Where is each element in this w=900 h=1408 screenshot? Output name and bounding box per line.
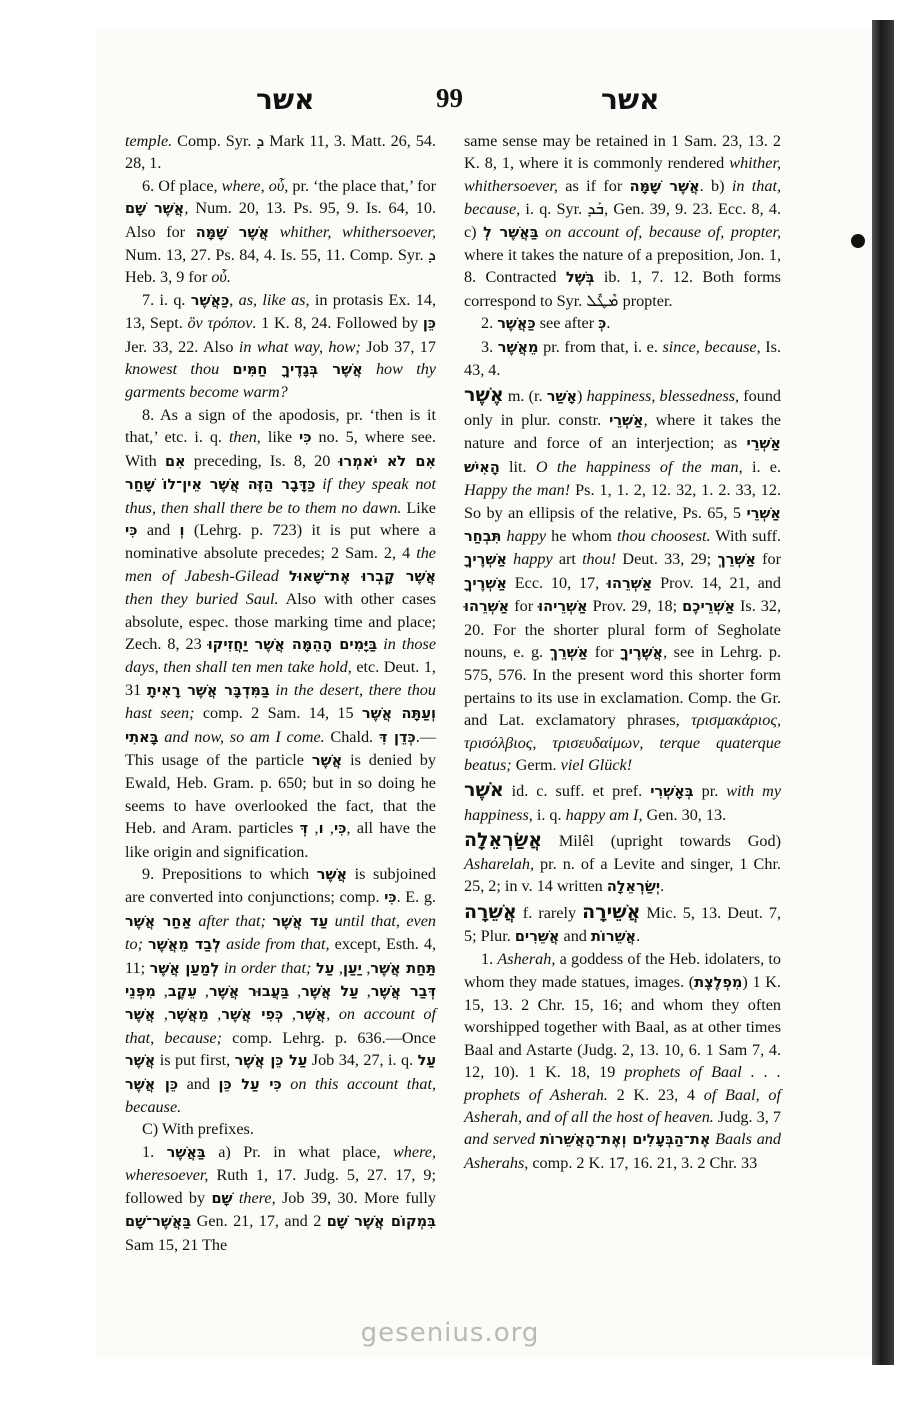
- left-column-paragraph: 1. בַּאֲשֶׁר a) Pr. in what place, where, wheresoever, Ruth 1, 17. Judg. 5, 27. 17, 9; followed by שָׁם there, Job 39, 30. More fully בַּאֲשֶׁר־שָׁם Gen. 21, 17, and בִּמְקוֹם אֲשֶׁר שָׁם 2 Sam 15, 21 The: [125, 1142, 437, 1254]
- header-headword-left: אשר: [256, 83, 315, 116]
- header-headword-right: אשר: [601, 83, 660, 116]
- right-column-paragraph: אֹשֶׁר id. c. suff. et pref. בְּאָשְׁרִי pr. with my happiness, i. q. happy am I, Gen. 30, 13.: [464, 779, 781, 824]
- left-column-paragraph: 6. Of place, where, οὗ, pr. ‘the place that,’ for אֲשֶׁר שָׁם, Num. 20, 13. Ps. 95, 9. Is. 64, 10. Also for אֲשֶׁר שָׁמָּה whither, whithersoever, Num. 13, 27. Ps. 84, 4. Is. 55, 11. Comp. Syr. ܕ Heb. 3, 9 for οὗ.: [125, 176, 437, 287]
- right-column: [464, 130, 781, 1174]
- left-column-paragraph: C) With prefixes.: [142, 1120, 254, 1139]
- binding-hole: [851, 234, 865, 248]
- left-column-paragraph: 9. Prepositions to which אֲשֶׁר is subjoined are converted into conjunctions; comp. כִּי. E. g. אַחַר אֲשֶׁר after that; עַד אֲשֶׁר until that, even to; לְבַד מֵאֲשֶׁר aside from that, except, Esth. 4, 11; לְמַעַן אֲשֶׁר in order that; תַּחַת אֲשֶׁר, יַעַן, עַל דְּבַר אֲשֶׁר, עַל אֲשֶׁר, בַּעֲבוּר אֲשֶׁר, עֵקֶב, מִפְּנֵי אֲשֶׁר, כְּפִי אֲשֶׁר, מֵאֲשֶׁר, אֲשֶׁר , on account of that, because; comp. Lehrg. p. 636.—Once אֲשֶׁר is put first, עַל כֵּן אֲשֶׁר Job 34, 27, i. q. עַל כֵּן אֲשֶׁר and כִּי עַל כֵּן on this account that, because.: [125, 865, 437, 1117]
- right-column-paragraph: 3. מֵאֲשֶׁר pr. from that, i. e. since, because, Is. 43, 4.: [464, 337, 781, 380]
- left-column-paragraph: temple. Comp. Syr. ܕ Mark 11, 3. Matt. 26, 54. 28, 1.: [125, 132, 436, 173]
- right-column-paragraph: 2. כַּאֲשֶׁר see after כְּ.: [481, 314, 611, 333]
- right-column-paragraph: אֶשֶׁר m. (r. אָשַׁר) happiness, blessedness, found only in plur. constr. אַשְׁרֵי, where it takes the nature and force of an interjection; as אַשְׁרֵי הָאִישׁ lit. O the happiness of the man, i. e. Happy the man! Ps. 1, 1. 2, 12. 32, 1. 2. 33, 12. So by an ellipsis of the relative, Ps. 65, 5 אַשְׁרֵי תִּבְחַר happy he whom thou choosest. With suff. אַשְׁרֶיךָ happy art thou! Deut. 33, 29; אַשְׁרֵךְ for אַשְׁרֶיךָ Ecc. 10, 17, אַשְׁרֵהוּ Prov. 14, 21, and אַשְׁרֵהוּ for אַשְׁרֵיהוּ Prov. 29, 18; אַשְׁרֵיכֶם Is. 32, 20. For the shorter plural form of Segholate nouns, e. g. אַשְׁרֵךְ for אֲשֶׁרֶיךָ, see in Lehrg. p. 575, 576. In the present word this shorter form pertains to its use in exclamation. Comp. the Gr. and Lat. exclamatory phrases, τρισμακάριος, τρισόλβιος, τρισευδαίμων, terque quaterque beatus; Germ. viel Glück!: [464, 384, 782, 774]
- right-column-paragraph: אֲשֵׁרָה f. rarely אֲשֵׁירָה Mic. 5, 13. Deut. 7, 5; Plur. אֲשֵׁרִים and אֲשֵׁרוֹת.: [464, 901, 781, 945]
- left-column: [125, 130, 436, 1256]
- running-header: [106, 83, 881, 123]
- right-column-paragraph: אֲשַׂרְאֵלָה Milêl (upright towards God) Asharelah, pr. n. of a Levite and singer, 1 Chr. 25, 2; in v. 14 written יְשַׂרְאֵלָה.: [464, 829, 781, 895]
- page-number: 99: [436, 83, 463, 113]
- right-column-paragraph: 1. Asherah, a goddess of the Heb. idolaters, to whom they made statues, images. (מִפְלֶצֶת) 1 K. 15, 13. 2 Chr. 15, 16; and whom they often worshipped together with Baal, as at other times Baal and Astarte (Judg. 2, 13. 10, 6. 1 Sam 7, 4. 12, 10). 1 K. 18, 19 prophets of Baal . . . prophets of Asherah. 2 K. 23, 4 of Baal, of Asherah, and of all the host of heaven. Judg. 3, 7 and served אֶת־הַבְּעָלִים וְאֶת־הָאֲשֵׁרוֹת Baals and Asherahs, comp. 2 K. 17, 16. 21, 3. 2 Chr. 33: [464, 950, 781, 1172]
- book-spine-edge: [872, 20, 894, 1365]
- watermark: gesenius.org: [360, 1318, 540, 1348]
- left-column-paragraph: 8. As a sign of the apodosis, pr. ‘then is it that,’ etc. i. q. then, like כִּי no. 5, where see. With אִם preceding, Is. 8, 20 אִם לֹא יֹאמְרוּ כַּדָּבָר הַזֶּה אֲשֶׁר אֵין־לוֹ שָׁחַר if they speak not thus, then shall there be to them no dawn. Like כִּי and וְ (Lehrg. p. 723) it is put where a nominative absolute precedes; 2 Sam. 2, 4 the men of Jabesh-Gilead אֲשֶׁר קָבְרוּ אֶת־שָׁאוּל then they buried Saul. Also with other cases absolute, espec. those marking time and place; Zech. 8, 23 בַּיָּמִים הָהֵמָּה אֲשֶׁר יַחֲזִיקוּ in those days, then shall ten men take hold, etc. Deut. 1, 31 בַּמִּדְבָּר אֲשֶׁר רָאִיתָ in the desert, there thou hast seen; comp. 2 Sam. 14, 15 וְעַתָּה אֲשֶׁר בָּאתִי and now, so am I come. Chald. כְּדֵן דִּ.— This usage of the particle אֲשֶׁר is denied by Ewald, Heb. Gram. p. 650; but in so doing he seems to have overlooked the fact, that the Heb. and Aram. particles כִּי, ו, דְּ , all have the like origin and signification.: [125, 405, 437, 861]
- right-column-paragraph: same sense may be retained in 1 Sam. 23, 13. 2 K. 8, 1, where it is commonly rendered whither, whithersoever, as if for אֲשֶׁר שָׁמָּה. b) in that, because, i. q. Syr. ܒܰܕ, Gen. 39, 9. 23. Ecc. 8, 4. c) בַּאֲשֶׁר לְ on account of, because of, propter, where it takes the nature of a preposition, Jon. 1, 8. Contracted בְּשֶׁל ib. 1, 7. 12. Both forms correspond to Syr. ܡܶܛܽܠ propter.: [464, 132, 782, 310]
- left-column-paragraph: 7. i. q. כַּאֲשֶׁר, as, like as, in protasis Ex. 14, 13, Sept. ὃν τρόπον. 1 K. 8, 24. Followed by כֵּן Jer. 33, 22. Also in what way, how; Job 37, 17 knowest thou אֲשֶׁר בְּגָדֶיךָ חַמִּים how thy garments become warm?: [125, 290, 437, 402]
